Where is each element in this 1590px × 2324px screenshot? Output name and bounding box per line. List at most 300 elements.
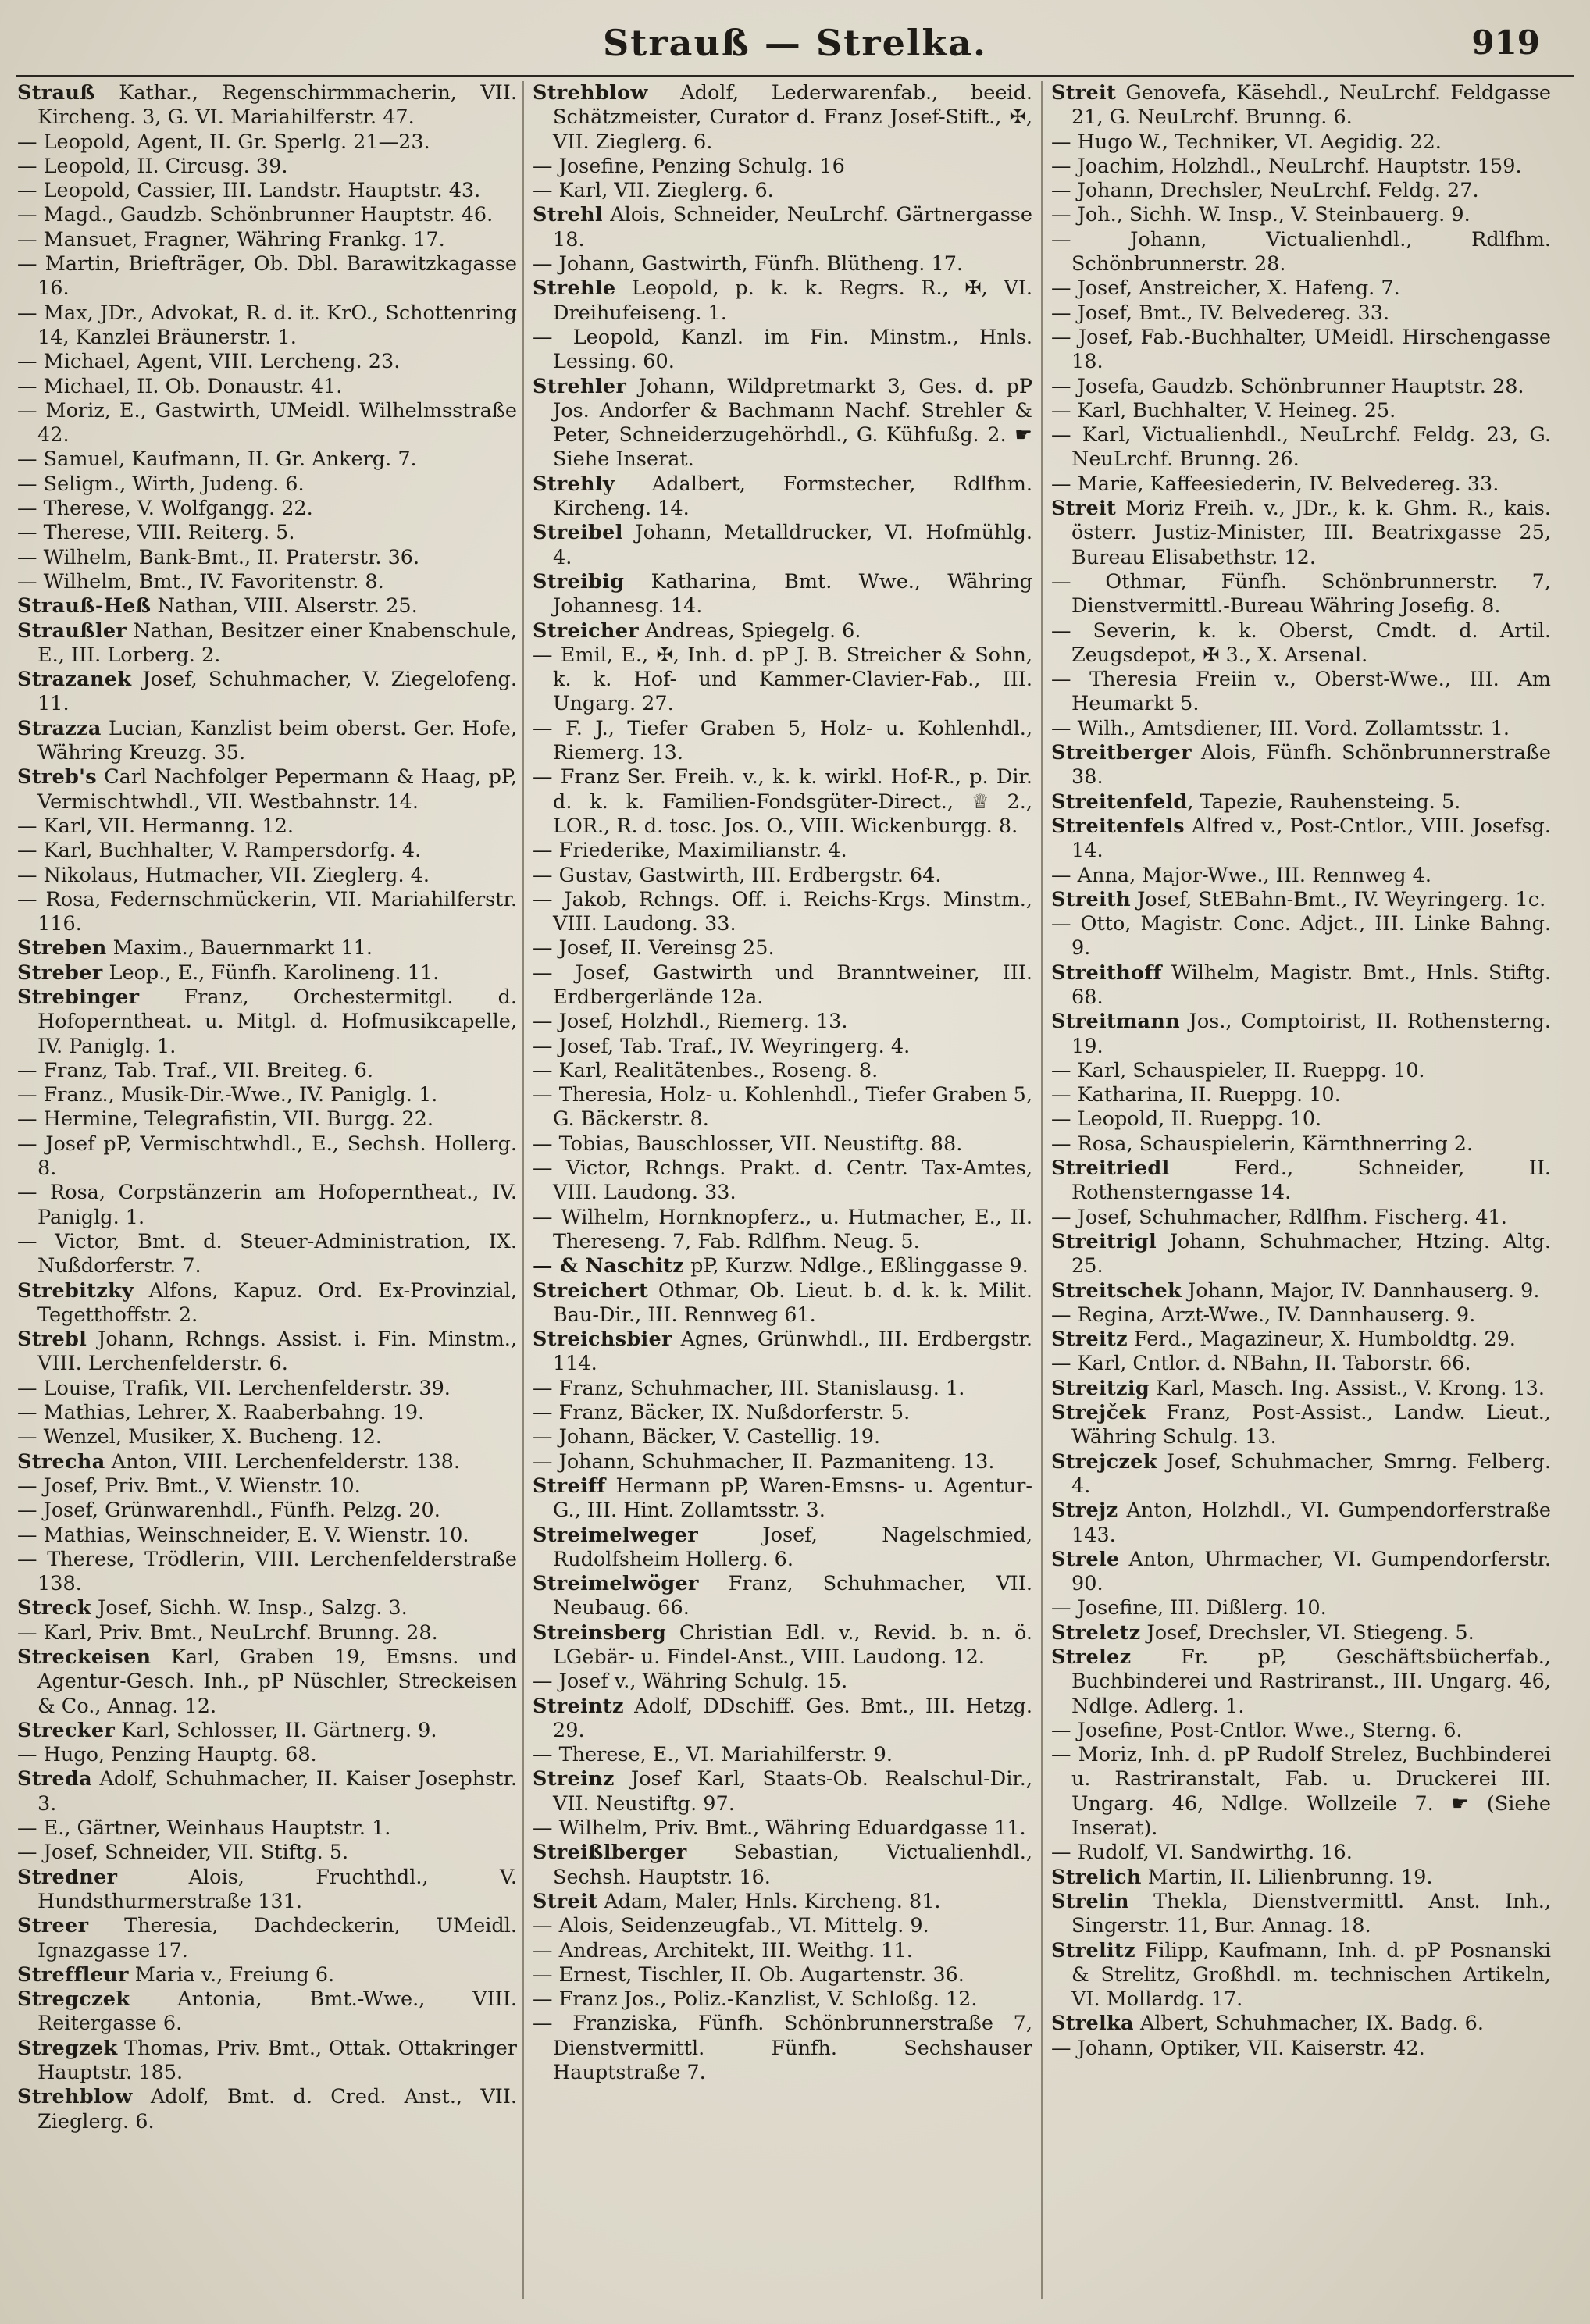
directory-entry [17, 472, 517, 497]
directory-entry [17, 1596, 517, 1620]
directory-entry [17, 1083, 517, 1107]
entry-details: — Moriz, E., Gastwirth, UMeidl. Wilhelmsstraße 42. [17, 398, 517, 447]
directory-entry [1051, 1866, 1551, 1890]
directory-entry [17, 399, 517, 448]
entry-details: — Friederike, Maximilianstr. 4. [533, 839, 847, 863]
entry-details: — Mansuet, Fragner, Währing Frankg. 17. [17, 227, 445, 251]
entry-details: Franz, Post-Assist., Landw. Lieut., Währing Schulg. 13. [1071, 1401, 1551, 1449]
directory-entry [533, 375, 1032, 472]
column-3 [1051, 81, 1551, 2307]
entry-details: — Wilhelm, Priv. Bmt., Währing Eduardgasse 11. [533, 1816, 1026, 1841]
entry-details: — Josef, Holzhdl., Riemerg. 13. [533, 1010, 848, 1034]
entry-details: — Mathias, Lehrer, X. Raaberbahng. 19. [17, 1401, 425, 1425]
directory-entry [1051, 961, 1551, 1011]
entry-details: — Karl, Victualienhdl., NeuLrchf. Feldg. 23, G. NeuLrchf. Brunng. 26. [1051, 423, 1551, 472]
entry-surname: Streitriedl [1051, 1157, 1170, 1181]
entry-details: Leopold, p. k. k. Regrs. R., ✠, VI. Dreihufeiseng. 1. [553, 276, 1032, 325]
directory-entry [1051, 203, 1551, 227]
directory-entry [1051, 1083, 1551, 1107]
entry-details: Nathan, VIII. Alserstr. 25. [151, 594, 418, 618]
entry-details: Genovefa, Käsehdl., NeuLrchf. Feldgasse 21, G. NeuLrchf. Brunng. 6. [1071, 81, 1551, 130]
entry-details: — Franziska, Fünfh. Schönbrunnerstraße 7, Dienstvermittl. Fünfh. Sechshauser Hauptstraße 7. [533, 2012, 1032, 2085]
entry-surname: Streimelwöger [533, 1572, 699, 1596]
directory-entry [1051, 179, 1551, 203]
entry-details: Alois, Fruchthdl., V. Hundsthurmerstraße 131. [37, 1865, 517, 1913]
entry-surname: Streiff [533, 1474, 606, 1498]
directory-entry [1051, 1596, 1551, 1620]
entry-surname: Streitzig [1051, 1376, 1150, 1400]
entry-details: Sebastian, Victualienhdl., Sechsh. Hauptstr. 16. [553, 1841, 1032, 1889]
entry-surname: Streb's [17, 765, 97, 790]
entry-surname: Stregzek [17, 2036, 118, 2060]
entry-surname: Strehl [533, 203, 603, 227]
directory-entry [1051, 423, 1551, 472]
directory-entry [533, 864, 1032, 888]
entry-details: — Karl, Priv. Bmt., NeuLrchf. Brunng. 28. [17, 1620, 438, 1645]
entry-details: Karl, Masch. Ing. Assist., V. Krong. 13. [1150, 1376, 1545, 1400]
entry-details: — Wilhelm, Bank-Bmt., II. Praterstr. 36. [17, 545, 420, 569]
directory-entry [533, 1572, 1032, 1621]
entry-details: — Victor, Rchngs. Prakt. d. Centr. Tax-Amtes, VIII. Laudong. 33. [533, 1157, 1032, 1205]
entry-surname: Streda [17, 1767, 93, 1791]
entry-details: — Louise, Trafik, VII. Lerchenfelderstr. 39. [17, 1376, 451, 1400]
directory-entry [533, 1425, 1032, 1449]
directory-entry [1051, 912, 1551, 961]
entry-details: — Ernest, Tischler, II. Ob. Augartenstr. 36. [533, 1962, 964, 1987]
directory-entry [533, 1083, 1032, 1132]
directory-entry [17, 717, 517, 766]
entry-details: Maxim., Bauernmarkt 11. [106, 936, 373, 961]
entry-surname: Streibel [533, 521, 623, 545]
entry-details: Adam, Maler, Hnls. Kircheng. 81. [597, 1889, 941, 1913]
directory-entry [533, 1377, 1032, 1401]
entry-surname: Streinsberg [533, 1620, 667, 1645]
directory-entry [1051, 1010, 1551, 1059]
entry-surname: Strele [1051, 1547, 1120, 1571]
entry-details: Martin, II. Lilienbrunng. 19. [1141, 1865, 1433, 1889]
directory-entry [1051, 814, 1551, 864]
entry-surname: Streith [1051, 887, 1131, 911]
entry-details: Katharina, Bmt. Wwe., Währing Johannesg. 14. [553, 569, 1032, 618]
entry-details: — Andreas, Architekt, III. Weithg. 11. [533, 1938, 913, 1962]
directory-entry [17, 350, 517, 374]
entry-surname: Strejček [1051, 1401, 1146, 1425]
directory-entry [1051, 1059, 1551, 1083]
entry-surname: Streckeisen [17, 1645, 152, 1669]
entry-details: — Therese, E., VI. Mariahilferstr. 9. [533, 1743, 893, 1767]
column-1 [17, 81, 517, 2307]
directory-entry [1051, 1401, 1551, 1450]
entry-details: — Wilhelm, Hornknopferz., u. Hutmacher, E., II. Thereseng. 7, Fab. Rdlfhm. Neug. 5. [533, 1205, 1032, 1253]
directory-entry [1051, 472, 1551, 497]
directory-entry [17, 864, 517, 888]
entry-details: — Jakob, Rchngs. Off. i. Reichs-Krgs. Minstm., VIII. Laudong. 33. [533, 887, 1032, 936]
entry-surname: Strebitzky [17, 1278, 134, 1303]
entry-surname: Streer [17, 1914, 89, 1938]
entry-surname: Strelez [1051, 1645, 1132, 1669]
entry-details: — Theresia Freiin v., Oberst-Wwe., III. Am Heumarkt 5. [1051, 668, 1551, 716]
entry-details: — Franz Jos., Poliz.-Kanzlist, V. Schloßg. 12. [533, 1987, 978, 2012]
directory-entry [1051, 1132, 1551, 1157]
entry-surname: Streintz [533, 1694, 624, 1718]
directory-entry [1051, 81, 1551, 130]
entry-surname: Streit [1051, 81, 1117, 105]
entry-details: Josef, Drechsler, VI. Stiegeng. 5. [1140, 1620, 1474, 1645]
directory-entry [17, 203, 517, 227]
entry-details: Josef, Schuhmacher, Smrng. Felberg. 4. [1071, 1449, 1551, 1498]
directory-entry [1051, 717, 1551, 741]
entry-surname: Strehler [533, 374, 627, 398]
entry-surname: Strehly [533, 472, 615, 496]
entry-details: Adolf, Lederwarenfab., beeid. Schätzmeister, Curator d. Franz Josef-Stift., ✠, VII. Zieglerg. 6. [553, 81, 1032, 154]
entry-details: — Karl, Schauspieler, II. Rueppg. 10. [1051, 1058, 1425, 1082]
directory-entry [1051, 790, 1551, 814]
directory-entry [1051, 1279, 1551, 1303]
entry-details: — Josef, Tab. Traf., IV. Weyringerg. 4. [533, 1034, 911, 1058]
directory-entry [1051, 130, 1551, 155]
entry-details: — Anna, Major-Wwe., III. Rennweg 4. [1051, 863, 1431, 887]
column-divider [522, 81, 524, 2299]
directory-entry [17, 1425, 517, 1449]
entry-details: Adalbert, Formstecher, Rdlfhm. Kircheng. 14. [553, 472, 1032, 521]
directory-entry [1051, 1621, 1551, 1645]
entry-details: — Karl, Buchhalter, V. Rampersdorfg. 4. [17, 839, 422, 863]
entry-details: Nathan, Besitzer einer Knabenschule, E., III. Lorberg. 2. [37, 618, 517, 667]
directory-entry [17, 1645, 517, 1719]
directory-entry [17, 1866, 517, 1915]
entry-details: — F. J., Tiefer Graben 5, Holz- u. Kohlenhdl., Riemerg. 13. [533, 716, 1032, 765]
directory-entry [1051, 301, 1551, 326]
directory-entry [17, 936, 517, 961]
entry-details: — Karl, VII. Hermanng. 12. [17, 814, 294, 838]
entry-details: — Michael, II. Ob. Donaustr. 41. [17, 374, 343, 398]
directory-entry [17, 1548, 517, 1597]
directory-entry [17, 570, 517, 594]
directory-entry [1051, 399, 1551, 423]
entry-surname: Streißlberger [533, 1841, 687, 1865]
entry-details: Alfons, Kapuz. Ord. Ex-Provinzial, Tegetthoffstr. 2. [37, 1278, 517, 1327]
entry-details: — Wilh., Amtsdiener, III. Vord. Zollamtsstr. 1. [1051, 716, 1510, 740]
directory-entry [17, 1230, 517, 1279]
entry-details: — Wilhelm, Bmt., IV. Favoritenstr. 8. [17, 569, 384, 593]
entry-details: Josef, Sichh. W. Insp., Salzg. 3. [91, 1596, 408, 1620]
entry-details: — Hugo W., Techniker, VI. Aegidig. 22. [1051, 130, 1442, 154]
entry-surname: Streletz [1051, 1620, 1141, 1645]
entry-surname: Strecha [17, 1449, 105, 1474]
entry-details: — Karl, Buchhalter, V. Heineg. 25. [1051, 398, 1396, 422]
entry-details: — Severin, k. k. Oberst, Cmdt. d. Artil. Zeugsdepot, ✠ 3., X. Arsenal. [1051, 618, 1551, 667]
entry-details: Johann, Major, IV. Dannhauserg. 9. [1181, 1278, 1540, 1303]
entry-details: — Magd., Gaudzb. Schönbrunner Hauptstr. 46. [17, 203, 494, 227]
directory-entry [533, 1767, 1032, 1816]
directory-entry [533, 1743, 1032, 1767]
entry-details: Anton, VIII. Lerchenfelderstr. 138. [105, 1449, 461, 1474]
directory-entry [1051, 1377, 1551, 1401]
entry-details: — Josef, Priv. Bmt., V. Wienstr. 10. [17, 1474, 361, 1498]
entry-details: Anton, Uhrmacher, VI. Gumpendorferstr. 90. [1071, 1547, 1551, 1596]
directory-entry [1051, 619, 1551, 668]
directory-entry [533, 1524, 1032, 1573]
entry-surname: Strebinger [17, 985, 140, 1009]
directory-entry [17, 961, 517, 986]
entry-surname: Strejz [1051, 1499, 1118, 1523]
entry-details: — Alois, Seidenzeugfab., VI. Mittelg. 9. [533, 1914, 929, 1938]
directory-entry [17, 668, 517, 717]
entry-details: Franz, Schuhmacher, VII. Neubaug. 66. [553, 1572, 1032, 1620]
directory-entry [17, 252, 517, 301]
entry-details: Moriz Freih. v., JDr., k. k. Ghm. R., kais. österr. Justiz-Minister, III. Beatrixgasse 25, Bureau Elisabethstr. 12. [1071, 497, 1551, 569]
entry-details: — Seligm., Wirth, Judeng. 6. [17, 472, 305, 496]
directory-entry [1051, 276, 1551, 301]
entry-details: — Franz, Tab. Traf., VII. Breiteg. 6. [17, 1058, 373, 1082]
entry-surname: Strauß [17, 81, 95, 105]
entry-surname: Streffleur [17, 1962, 129, 1987]
directory-entry [1051, 1206, 1551, 1230]
entry-surname: Streitenfeld [1051, 790, 1188, 814]
entry-details: — Othmar, Fünfh. Schönbrunnerstr. 7, Dienstvermittl.-Bureau Währing Josefig. 8. [1051, 569, 1551, 618]
directory-entry [533, 1474, 1032, 1524]
entry-details: — Moriz, Inh. d. pP Rudolf Strelez, Buchbinderei u. Rastriranstalt, Fab. u. Druckerei III. Ungarg. 46, Ndlge. Wollzeile 7. ☛ (Siehe Inserat). [1051, 1743, 1551, 1841]
entry-details: — Josef, Gastwirth und Branntweiner, III. Erdbergerlände 12a. [533, 961, 1032, 1009]
entry-surname: — & Naschitz [533, 1254, 685, 1278]
entry-details: Alois, Schneider, NeuLrchf. Gärtnergasse 18. [553, 203, 1032, 251]
directory-entry [533, 155, 1032, 179]
directory-entry [533, 1890, 1032, 1914]
directory-entry [533, 619, 1032, 643]
entry-details: Ferd., Schneider, II. Rothensterngasse 14. [1071, 1157, 1551, 1205]
directory-entry [1051, 864, 1551, 888]
entry-details: — Therese, VIII. Reiterg. 5. [17, 521, 295, 545]
entry-details: Ferd., Magazineur, X. Humboldtg. 29. [1127, 1328, 1516, 1352]
directory-entry [17, 228, 517, 252]
entry-details: — Josef, II. Vereinsg 25. [533, 936, 775, 961]
entry-details: — Marie, Kaffeesiederin, IV. Belvedereg. 33. [1051, 472, 1499, 496]
directory-entry [533, 1450, 1032, 1474]
directory-entry [17, 1279, 517, 1328]
directory-entry [533, 1035, 1032, 1059]
entry-surname: Streben [17, 936, 107, 961]
entry-details: Leop., E., Fünfh. Karolineng. 11. [102, 961, 440, 985]
directory-entry [17, 839, 517, 863]
entry-details: Josef, StEBahn-Bmt., IV. Weyringerg. 1c. [1130, 887, 1546, 911]
directory-entry [533, 1670, 1032, 1694]
entry-details: — Karl, Cntlor. d. NBahn, II. Taborstr. 66. [1051, 1352, 1471, 1376]
entry-details: — Josef, Fab.-Buchhalter, UMeidl. Hirschengasse 18. [1051, 325, 1551, 374]
directory-entry [17, 619, 517, 668]
entry-details: — Karl, Realitätenbes., Roseng. 8. [533, 1058, 879, 1082]
directory-entry [533, 936, 1032, 961]
entry-details: — Johann, Bäcker, V. Castellig. 19. [533, 1425, 881, 1449]
entry-surname: Streitrigl [1051, 1229, 1157, 1253]
directory-entry [1051, 668, 1551, 717]
entry-surname: Strejczek [1051, 1449, 1157, 1474]
directory-entry [1051, 741, 1551, 790]
entry-details: Alois, Fünfh. Schönbrunnerstraße 38. [1071, 741, 1551, 790]
entry-details: — Wenzel, Musiker, X. Bucheng. 12. [17, 1425, 382, 1449]
entry-details: Agnes, Grünwhdl., III. Erdbergstr. 114. [553, 1328, 1032, 1376]
directory-entry [533, 1328, 1032, 1377]
entry-details: — Johann, Drechsler, NeuLrchf. Feldg. 27. [1051, 179, 1479, 203]
directory-entry [1051, 1548, 1551, 1597]
entry-surname: Strehle [533, 276, 616, 301]
entry-details: — Joachim, Holzhdl., NeuLrchf. Hauptstr. 159. [1051, 154, 1522, 178]
entry-details: — Leopold, Kanzl. im Fin. Minstm., Hnls. Lessing. 60. [533, 325, 1032, 374]
entry-details: Josef, Schuhmacher, V. Ziegelofeng. 11. [37, 668, 517, 716]
entry-details: Antonia, Bmt.-Wwe., VIII. Reitergasse 6. [37, 1987, 517, 2036]
directory-entry [533, 1841, 1032, 1890]
directory-entry [533, 1206, 1032, 1255]
directory-entry [533, 717, 1032, 766]
directory-entry [1051, 2037, 1551, 2061]
entry-details: Andreas, Spiegelg. 6. [638, 618, 861, 643]
entry-surname: Straußler [17, 618, 127, 643]
directory-entry [17, 1377, 517, 1401]
entry-details: — Michael, Agent, VIII. Lercheng. 23. [17, 350, 401, 374]
directory-entry [17, 447, 517, 472]
entry-details: — Hermine, Telegrafistin, VII. Burgg. 22. [17, 1107, 433, 1132]
entry-surname: Streitz [1051, 1328, 1128, 1352]
directory-entry [17, 1107, 517, 1132]
entry-surname: Strazanek [17, 668, 132, 692]
entry-details: Franz, Orchestermitgl. d. Hofoperntheat. u. Mitgl. d. Hofmusikcapelle, IV. Paniglg. 1. [37, 985, 517, 1058]
entry-details: — Martin, Briefträger, Ob. Dbl. Barawitzkagasse 16. [17, 252, 517, 301]
entry-details: Filipp, Kaufmann, Inh. d. pP Posnanski & Strelitz, Großhdl. m. technischen Artikeln, VI. Mollardg. 17. [1071, 1938, 1551, 2012]
entry-details: — Katharina, II. Rueppg. 10. [1051, 1083, 1341, 1107]
entry-details: Kathar., Regenschirmmacherin, VII. Kircheng. 3, G. VI. Mariahilferstr. 47. [37, 81, 517, 130]
directory-entry [17, 130, 517, 155]
entry-details: — Otto, Magistr. Conc. Adjct., III. Linke Bahng. 9. [1051, 912, 1551, 961]
directory-entry [17, 375, 517, 399]
directory-entry [1051, 1328, 1551, 1352]
directory-entry [1051, 1719, 1551, 1743]
entry-details: — Franz, Schuhmacher, III. Stanislausg. 1. [533, 1376, 965, 1400]
directory-entry [1051, 1303, 1551, 1328]
directory-entry [533, 1914, 1032, 1938]
entry-details: — Johann, Gastwirth, Fünfh. Blütheng. 17. [533, 252, 964, 276]
directory-entry [1051, 228, 1551, 277]
entry-surname: Strebl [17, 1328, 87, 1352]
directory-entry [17, 1767, 517, 1816]
directory-entry [17, 1132, 517, 1182]
entry-details: Josef Karl, Staats-Ob. Realschul-Dir., VII. Neustiftg. 97. [553, 1767, 1032, 1816]
entry-surname: Strelin [1051, 1889, 1129, 1913]
entry-surname: Streck [17, 1596, 91, 1620]
entry-surname: Streitmann [1051, 1010, 1180, 1034]
entry-details: Thomas, Priv. Bmt., Ottak. Ottakringer Hauptstr. 185. [37, 2036, 517, 2085]
directory-entry [1051, 1157, 1551, 1206]
entry-surname: Strecker [17, 1718, 116, 1742]
entry-details: — Rudolf, VI. Sandwirthg. 16. [1051, 1841, 1353, 1865]
entry-details: — Leopold, Agent, II. Gr. Sperlg. 21—23. [17, 130, 430, 154]
directory-entry [533, 203, 1032, 252]
directory-entry [533, 326, 1032, 375]
directory-entry [1051, 375, 1551, 399]
entry-details: — Josef, Anstreicher, X. Hafeng. 7. [1051, 276, 1400, 301]
directory-entry [533, 1254, 1032, 1278]
directory-entry [533, 2012, 1032, 2085]
entry-details: — Rosa, Federnschmückerin, VII. Mariahilferstr. 116. [17, 887, 517, 936]
directory-entry [17, 1841, 517, 1865]
entry-details: Alfred v., Post-Cntlor., VIII. Josefsg. 14. [1071, 814, 1551, 863]
entry-details: — Josefine, Penzing Schulg. 16 [533, 154, 845, 178]
entry-details: — Josef, Grünwarenhdl., Fünfh. Pelzg. 20. [17, 1499, 440, 1523]
directory-entry [533, 179, 1032, 203]
page-number: 919 [1471, 23, 1540, 62]
entry-details: — Johann, Schuhmacher, II. Pazmaniteng. 13. [533, 1449, 995, 1474]
directory-entry [17, 179, 517, 203]
entry-details: — Hugo, Penzing Hauptg. 68. [17, 1743, 317, 1767]
directory-entry [533, 276, 1032, 326]
entry-details: Christian Edl. v., Revid. b. n. ö. LGebär- u. Findel-Anst., VIII. Laudong. 12. [553, 1620, 1032, 1669]
entry-details: — Josef v., Währing Schulg. 15. [533, 1670, 848, 1694]
entry-details: — Victor, Bmt. d. Steuer-Administration, IX. Nußdorferstr. 7. [17, 1229, 517, 1278]
entry-surname: Streitberger [1051, 741, 1192, 765]
entry-details: — E., Gärtner, Weinhaus Hauptstr. 1. [17, 1816, 391, 1841]
directory-entry [17, 1987, 517, 2037]
directory-entry [17, 521, 517, 545]
directory-entry [1051, 1841, 1551, 1865]
entry-details: Adolf, DDschiff. Ges. Bmt., III. Hetzg. 29. [553, 1694, 1032, 1742]
entry-surname: Streichsbier [533, 1328, 672, 1352]
entry-details: Johann, Wildpretmarkt 3, Ges. d. pP Jos. Andorfer & Bachmann Nachf. Strehler & Peter, Schneiderzugehörhdl., G. Kühfußg. 2. ☛ Siehe Inserat. [553, 374, 1032, 472]
directory-entry [533, 521, 1032, 570]
entry-details: Adolf, Schuhmacher, II. Kaiser Josephstr. 3. [37, 1767, 517, 1816]
directory-entry [533, 1963, 1032, 1987]
entry-surname: Streibig [533, 569, 625, 593]
entry-details: — Josefa, Gaudzb. Schönbrunner Hauptstr. 28. [1051, 374, 1524, 398]
page-header [0, 22, 1590, 77]
directory-entry [1051, 1743, 1551, 1841]
entry-details: Josef, Nagelschmied, Rudolfsheim Hollerg. 6. [553, 1523, 1032, 1571]
directory-entry [533, 1695, 1032, 1744]
column-divider [1041, 81, 1043, 2299]
entry-details: — Mathias, Weinschneider, E. V. Wienstr. 10. [17, 1523, 469, 1547]
entry-surname: Streit [1051, 497, 1117, 521]
entry-details: — Leopold, II. Rueppg. 10. [1051, 1107, 1322, 1132]
directory-entry [17, 497, 517, 521]
entry-details: — Rosa, Corpstänzerin am Hofoperntheat., IV. Paniglg. 1. [17, 1181, 517, 1229]
directory-entry [1051, 1645, 1551, 1719]
directory-entry [17, 1328, 517, 1377]
directory-entry [17, 1401, 517, 1425]
entry-details: Othmar, Ob. Lieut. b. d. k. k. Milit. Bau-Dir., III. Rennweg 61. [553, 1278, 1032, 1327]
directory-entry [533, 1939, 1032, 1963]
directory-entry [533, 1157, 1032, 1206]
entry-details: Albert, Schuhmacher, IX. Badg. 6. [1133, 2012, 1484, 2036]
entry-details: pP, Kurzw. Ndlge., Eßlinggasse 9. [684, 1254, 1029, 1278]
entry-details: Johann, Schuhmacher, Htzing. Altg. 25. [1071, 1229, 1551, 1278]
directory-entry [1051, 326, 1551, 375]
entry-details: Wilhelm, Magistr. Bmt., Hnls. Stiftg. 68. [1071, 961, 1551, 1009]
entry-details: Fr. pP, Geschäftsbücherfab., Buchbinderei und Rastriranst., III. Ungarg. 46, Ndlge. Adlerg. 1. [1071, 1645, 1551, 1718]
entry-surname: Strazza [17, 716, 102, 740]
directory-entry [1051, 1939, 1551, 2012]
entry-details: — Nikolaus, Hutmacher, VII. Zieglerg. 4. [17, 863, 430, 887]
entry-details: — Theresia, Holz- u. Kohlenhdl., Tiefer Graben 5, G. Bäckerstr. 8. [533, 1083, 1032, 1132]
entry-details: Johann, Metalldrucker, VI. Hofmühlg. 4. [553, 521, 1032, 569]
directory-entry [1051, 1499, 1551, 1548]
directory-entry [533, 643, 1032, 717]
directory-entry [533, 888, 1032, 937]
directory-entry [533, 1621, 1032, 1670]
entry-details: — Leopold, Cassier, III. Landstr. Hauptstr. 43. [17, 179, 481, 203]
entry-surname: Streichert [533, 1278, 649, 1303]
entry-details: — Josef, Schneider, VII. Stiftg. 5. [17, 1841, 349, 1865]
directory-entry [533, 570, 1032, 619]
directory-entry [17, 1450, 517, 1474]
entry-details: — Emil, E., ✠, Inh. d. pP J. B. Streicher & Sohn, k. k. Hof- und Kammer-Clavier-Fab., III. Ungarg. 27. [533, 643, 1032, 716]
entry-surname: Streinz [533, 1767, 615, 1791]
